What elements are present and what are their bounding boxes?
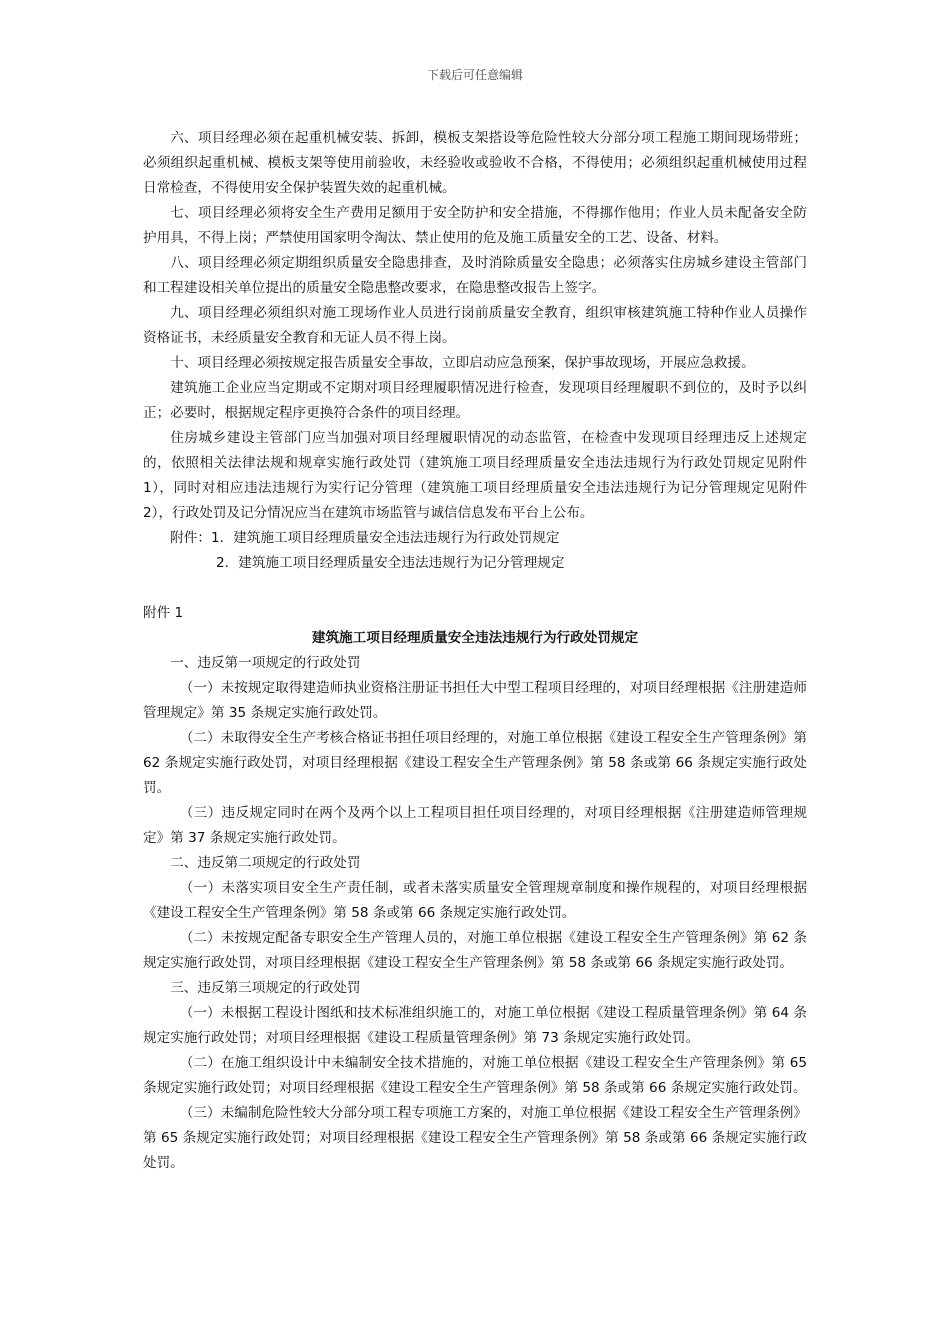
section-heading-2: 二、违反第二项规定的行政处罚 <box>170 855 361 871</box>
paragraph-8: 八、项目经理必须定期组织质量安全隐患排查，及时消除质量安全隐患；必须落实住房城乡建设主管部门和工程建设相关单位提出的质量安全隐患整改要求，在隐患整改报告上签字。 <box>143 255 807 296</box>
paragraph-enterprise-check: 建筑施工企业应当定期或不定期对项目经理履职情况进行检查，发现项目经理履职不到位的，及时予以纠正；必要时，根据规定程序更换符合条件的项目经理。 <box>143 380 807 421</box>
clause-1-1: （一）未按规定取得建造师执业资格注册证书担任大中型工程项目经理的，对项目经理根据《注册建造师管理规定》第 35 条规定实施行政处罚。 <box>143 680 807 721</box>
appendix-label: 附件 1 <box>143 605 184 621</box>
clause-3-3: （三）未编制危险性较大分部分项工程专项施工方案的，对施工单位根据《建设工程安全生产管理条例》第 65 条规定实施行政处罚；对项目经理根据《建设工程安全生产管理条例》第 58 条或第 66 条规定实施行政处罚。 <box>143 1105 807 1171</box>
clause-2-1: （一）未落实项目安全生产责任制，或者未落实质量安全管理规章制度和操作规程的，对项目经理根据《建设工程安全生产管理条例》第 58 条或第 66 条规定实施行政处罚。 <box>143 880 807 921</box>
appendix-title: 建筑施工项目经理质量安全违法违规行为行政处罚规定 <box>311 630 639 646</box>
section-heading-3: 三、违反第三项规定的行政处罚 <box>170 980 361 996</box>
paragraph-6: 六、项目经理必须在起重机械安装、拆卸，模板支架搭设等危险性较大分部分项工程施工期间现场带班；必须组织起重机械、模板支架等使用前验收，未经验收或验收不合格，不得使用；必须组织起重机械使用过程日常检查，不得使用安全保护装置失效的起重机械。 <box>143 130 807 196</box>
paragraph-7: 七、项目经理必须将安全生产费用足额用于安全防护和安全措施，不得挪作他用；作业人员未配备安全防护用具，不得上岗；严禁使用国家明令淘汰、禁止使用的危及施工质量安全的工艺、设备、材料。 <box>143 205 807 246</box>
clause-3-2: （二）在施工组织设计中未编制安全技术措施的，对施工单位根据《建设工程安全生产管理条例》第 65 条规定实施行政处罚；对项目经理根据《建设工程安全生产管理条例》第 58 条或第 66 条规定实施行政处罚。 <box>143 1055 807 1096</box>
clause-1-2: （二）未取得安全生产考核合格证书担任项目经理的，对施工单位根据《建设工程安全生产管理条例》第 62 条规定实施行政处罚，对项目经理根据《建设工程安全生产管理条例》第 58 条或第 66 条规定实施行政处罚。 <box>143 730 807 796</box>
section-heading-1: 一、违反第一项规定的行政处罚 <box>170 655 361 671</box>
section-gap <box>143 576 807 601</box>
clause-1-3: （三）违反规定同时在两个及两个以上工程项目担任项目经理的，对项目经理根据《注册建造师管理规定》第 37 条规定实施行政处罚。 <box>143 805 807 846</box>
paragraph-authority-supervision: 住房城乡建设主管部门应当加强对项目经理履职情况的动态监管，在检查中发现项目经理违反上述规定的，依照相关法律法规和规章实施行政处罚（建筑施工项目经理质量安全违法违规行为行政处罚规定见附件 1），同时对相应违法违规行为实行记分管理（建筑施工项目经理质量安全违法违规行为记分管理规定见附件 2），行政处罚及记分情况应当在建筑市场监管与诚信信息发布平台上公布。 <box>143 430 807 521</box>
clause-2-2: （二）未按规定配备专职安全生产管理人员的，对施工单位根据《建设工程安全生产管理条例》第 62 条规定实施行政处罚，对项目经理根据《建设工程安全生产管理条例》第 58 条或第 66 条规定实施行政处罚。 <box>143 930 807 971</box>
paragraph-10: 十、项目经理必须按规定报告质量安全事故，立即启动应急预案，保护事故现场，开展应急救援。 <box>170 355 755 371</box>
document-body <box>143 126 807 1176</box>
paragraph-9: 九、项目经理必须组织对施工现场作业人员进行岗前质量安全教育，组织审核建筑施工特种作业人员操作资格证书，未经质量安全教育和无证人员不得上岗。 <box>143 305 807 346</box>
attachment-item-2: 2．建筑施工项目经理质量安全违法违规行为记分管理规定 <box>216 555 565 571</box>
page-header: 下载后可任意编辑 <box>426 68 523 82</box>
clause-3-1: （一）未根据工程设计图纸和技术标准组织施工的，对施工单位根据《建设工程质量管理条例》第 64 条规定实施行政处罚；对项目经理根据《建设工程质量管理条例》第 73 条规定实施行政处罚。 <box>143 1005 807 1046</box>
attachment-item-1: 附件：1．建筑施工项目经理质量安全违法违规行为行政处罚规定 <box>170 530 560 546</box>
